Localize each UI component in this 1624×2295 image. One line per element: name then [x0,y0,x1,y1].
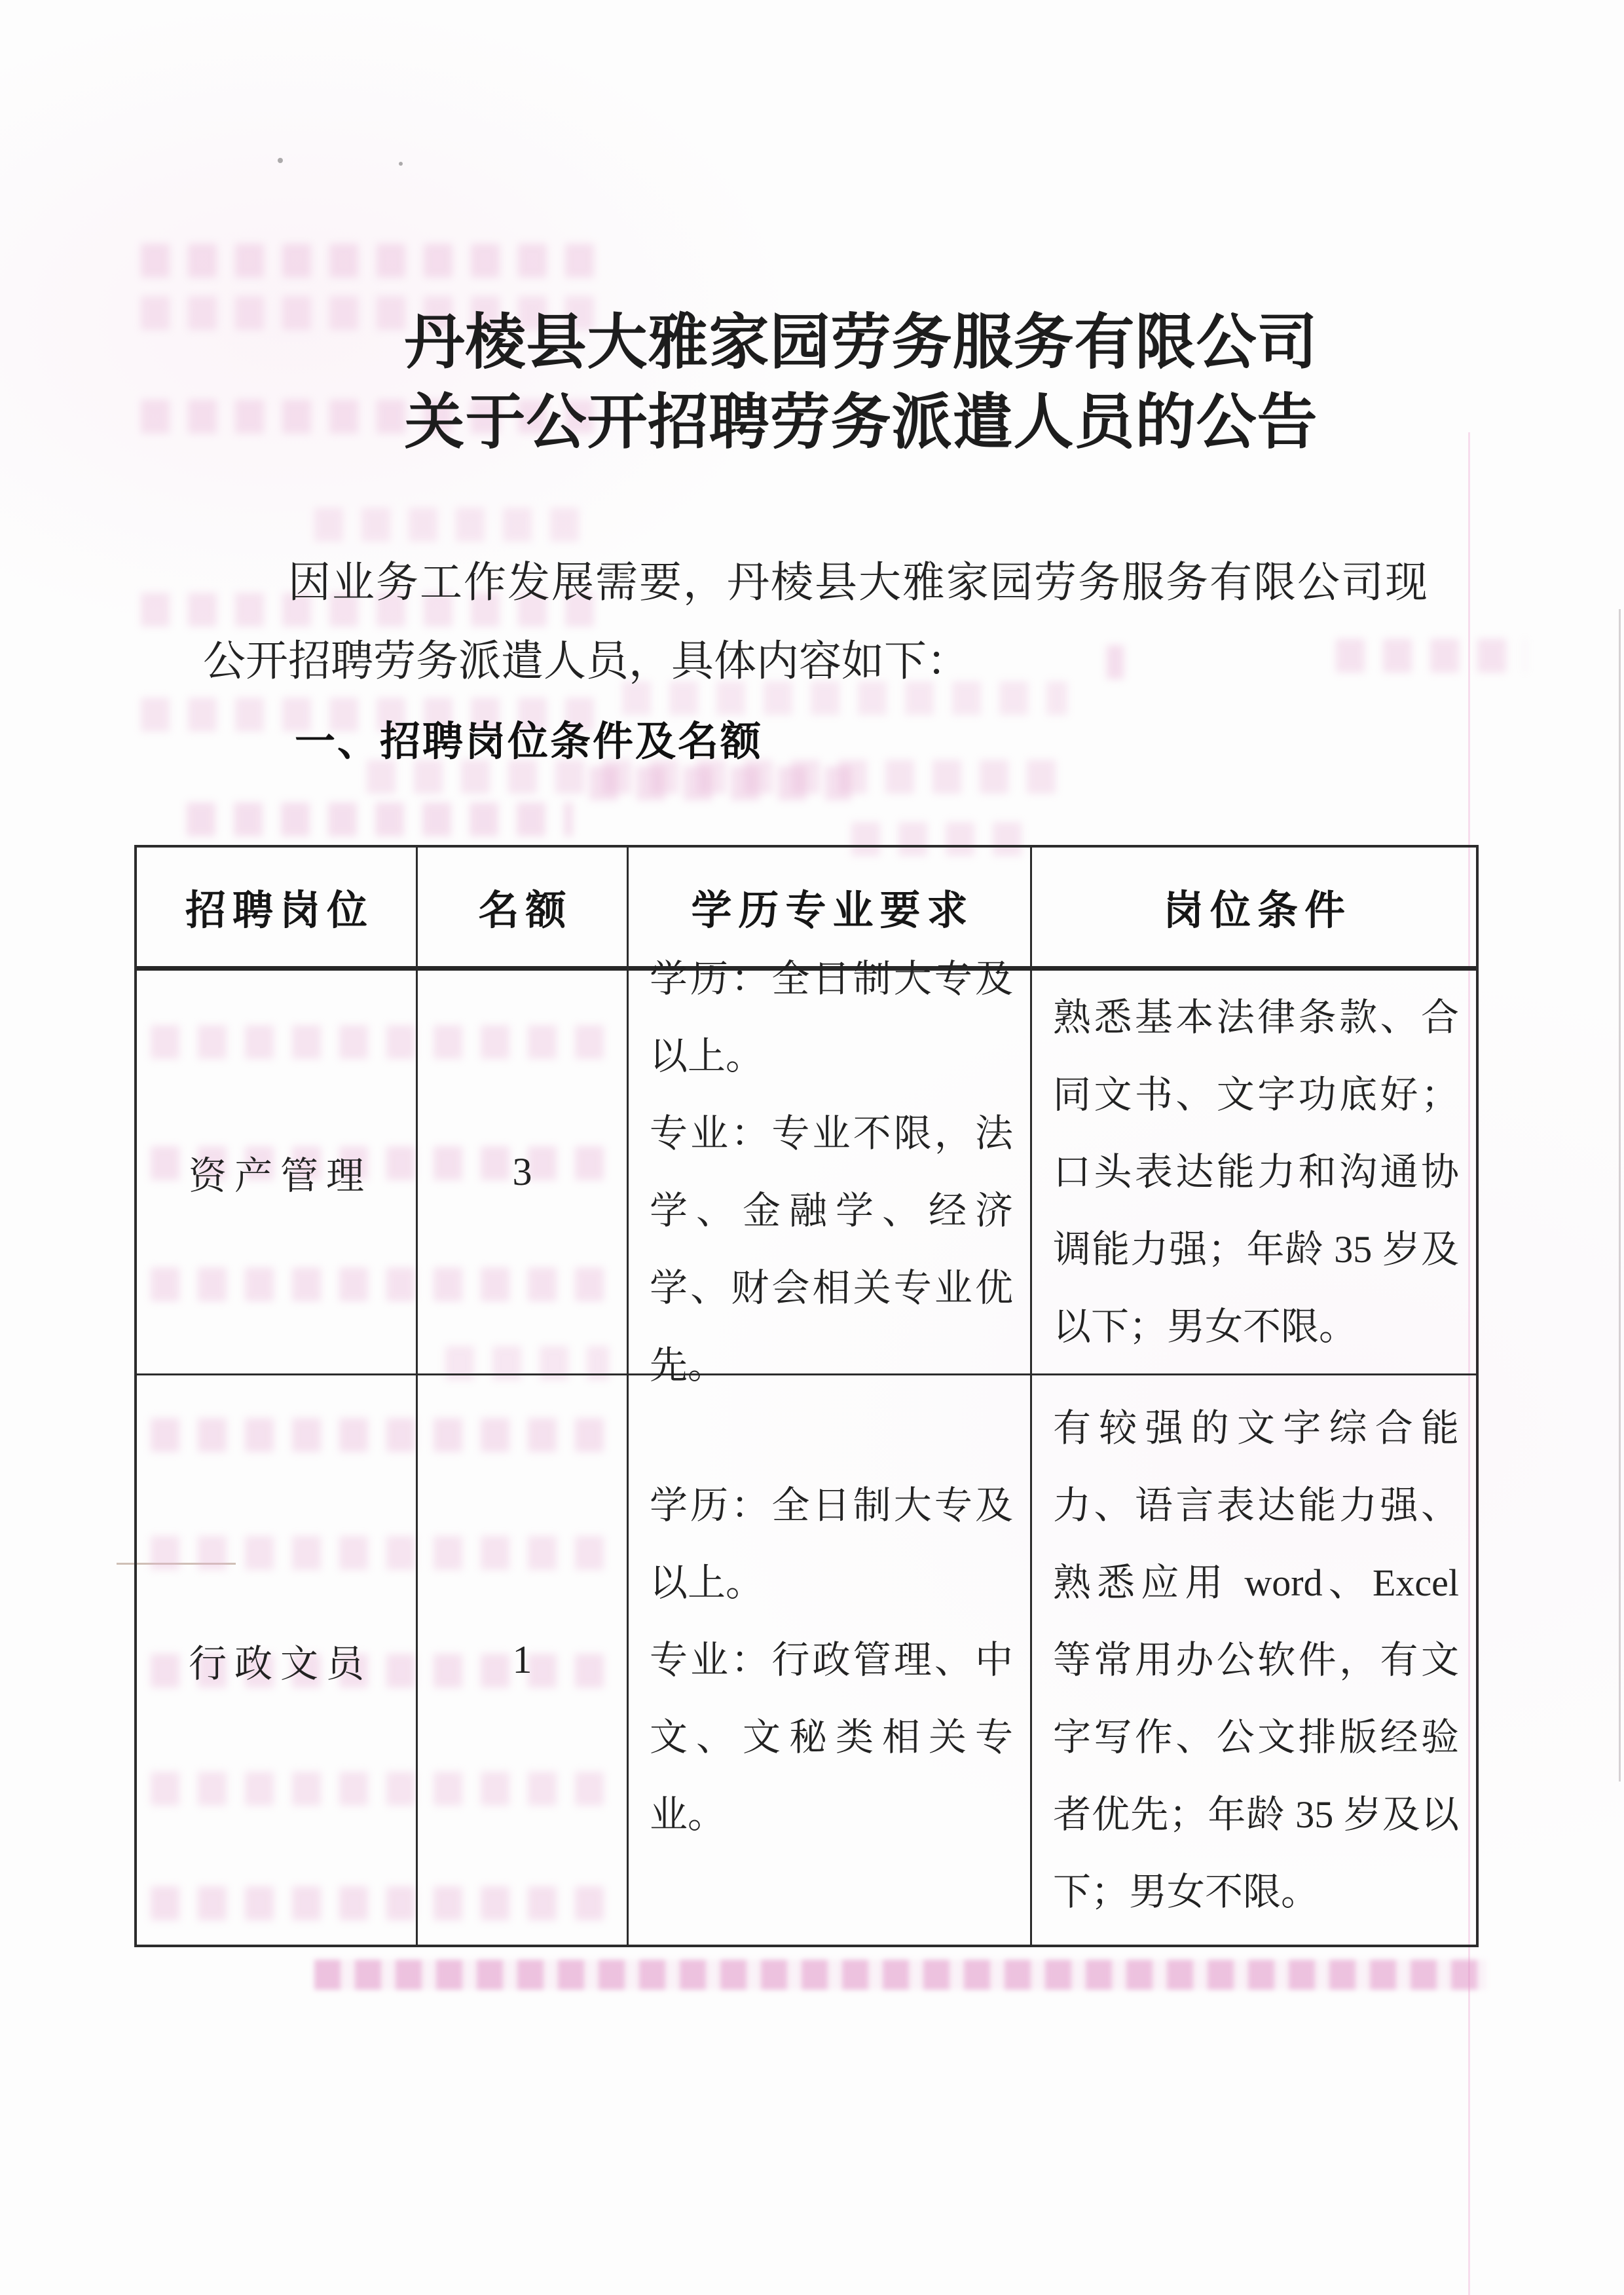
document-title-line-2: 关于公开招聘劳务派遣人员的公告 [404,389,1318,456]
table-row-2-position: 行政文员 [137,1375,418,1945]
table-header-education: 学历专业要求 [629,848,1032,971]
table-row-2-conditions [1032,1375,1476,1945]
table-row-2-education [629,1375,1032,1945]
table-header-position: 招聘岗位 [137,848,418,971]
table-row-1-education [629,957,1032,1387]
table-row-2-quota: 1 [418,1375,629,1945]
table-row-1-quota: 3 [418,971,629,1375]
intro-paragraph: 因业务工作发展需要，丹棱县大雅家园劳务服务有限公司现公开招聘劳务派遣人员，具体内容如下： [203,559,1428,685]
conditions-paragraph: 有较强的文字综合能力、语言表达能力强、熟悉应用 word、Excel 等常用办公软件，有文字写作、公文排版经验者优先；年龄 35 岁及以下；男女不限。 [1053,1406,1459,1913]
document-title-line-1: 丹棱县大雅家园劳务服务有限公司 [404,309,1318,376]
education-paragraph: 学历：全日制大专及以上。 [650,957,1013,1077]
table-row-1-position: 资产管理 [137,971,418,1375]
document-title [49,303,1624,462]
table-header-quota: 名额 [418,848,629,971]
recruitment-table [134,845,1479,1947]
education-paragraph: 学历：全日制大专及以上。 [650,1483,1013,1604]
education-paragraph: 专业：行政管理、中文、文秘类相关专业。 [650,1638,1013,1836]
education-paragraph: 专业：专业不限，法学、金融学、经济学、财会相关专业优先。 [650,1111,1013,1387]
table-header-conditions: 岗位条件 [1032,848,1476,971]
conditions-paragraph: 熟悉基本法律条款、合同文书、文字功底好；口头表达能力和沟通协调能力强；年龄 35 岁及以下；男女不限。 [1053,996,1459,1348]
section-heading: 一、招聘岗位条件及名额 [295,719,764,764]
table-row-1-conditions [1032,971,1476,1375]
